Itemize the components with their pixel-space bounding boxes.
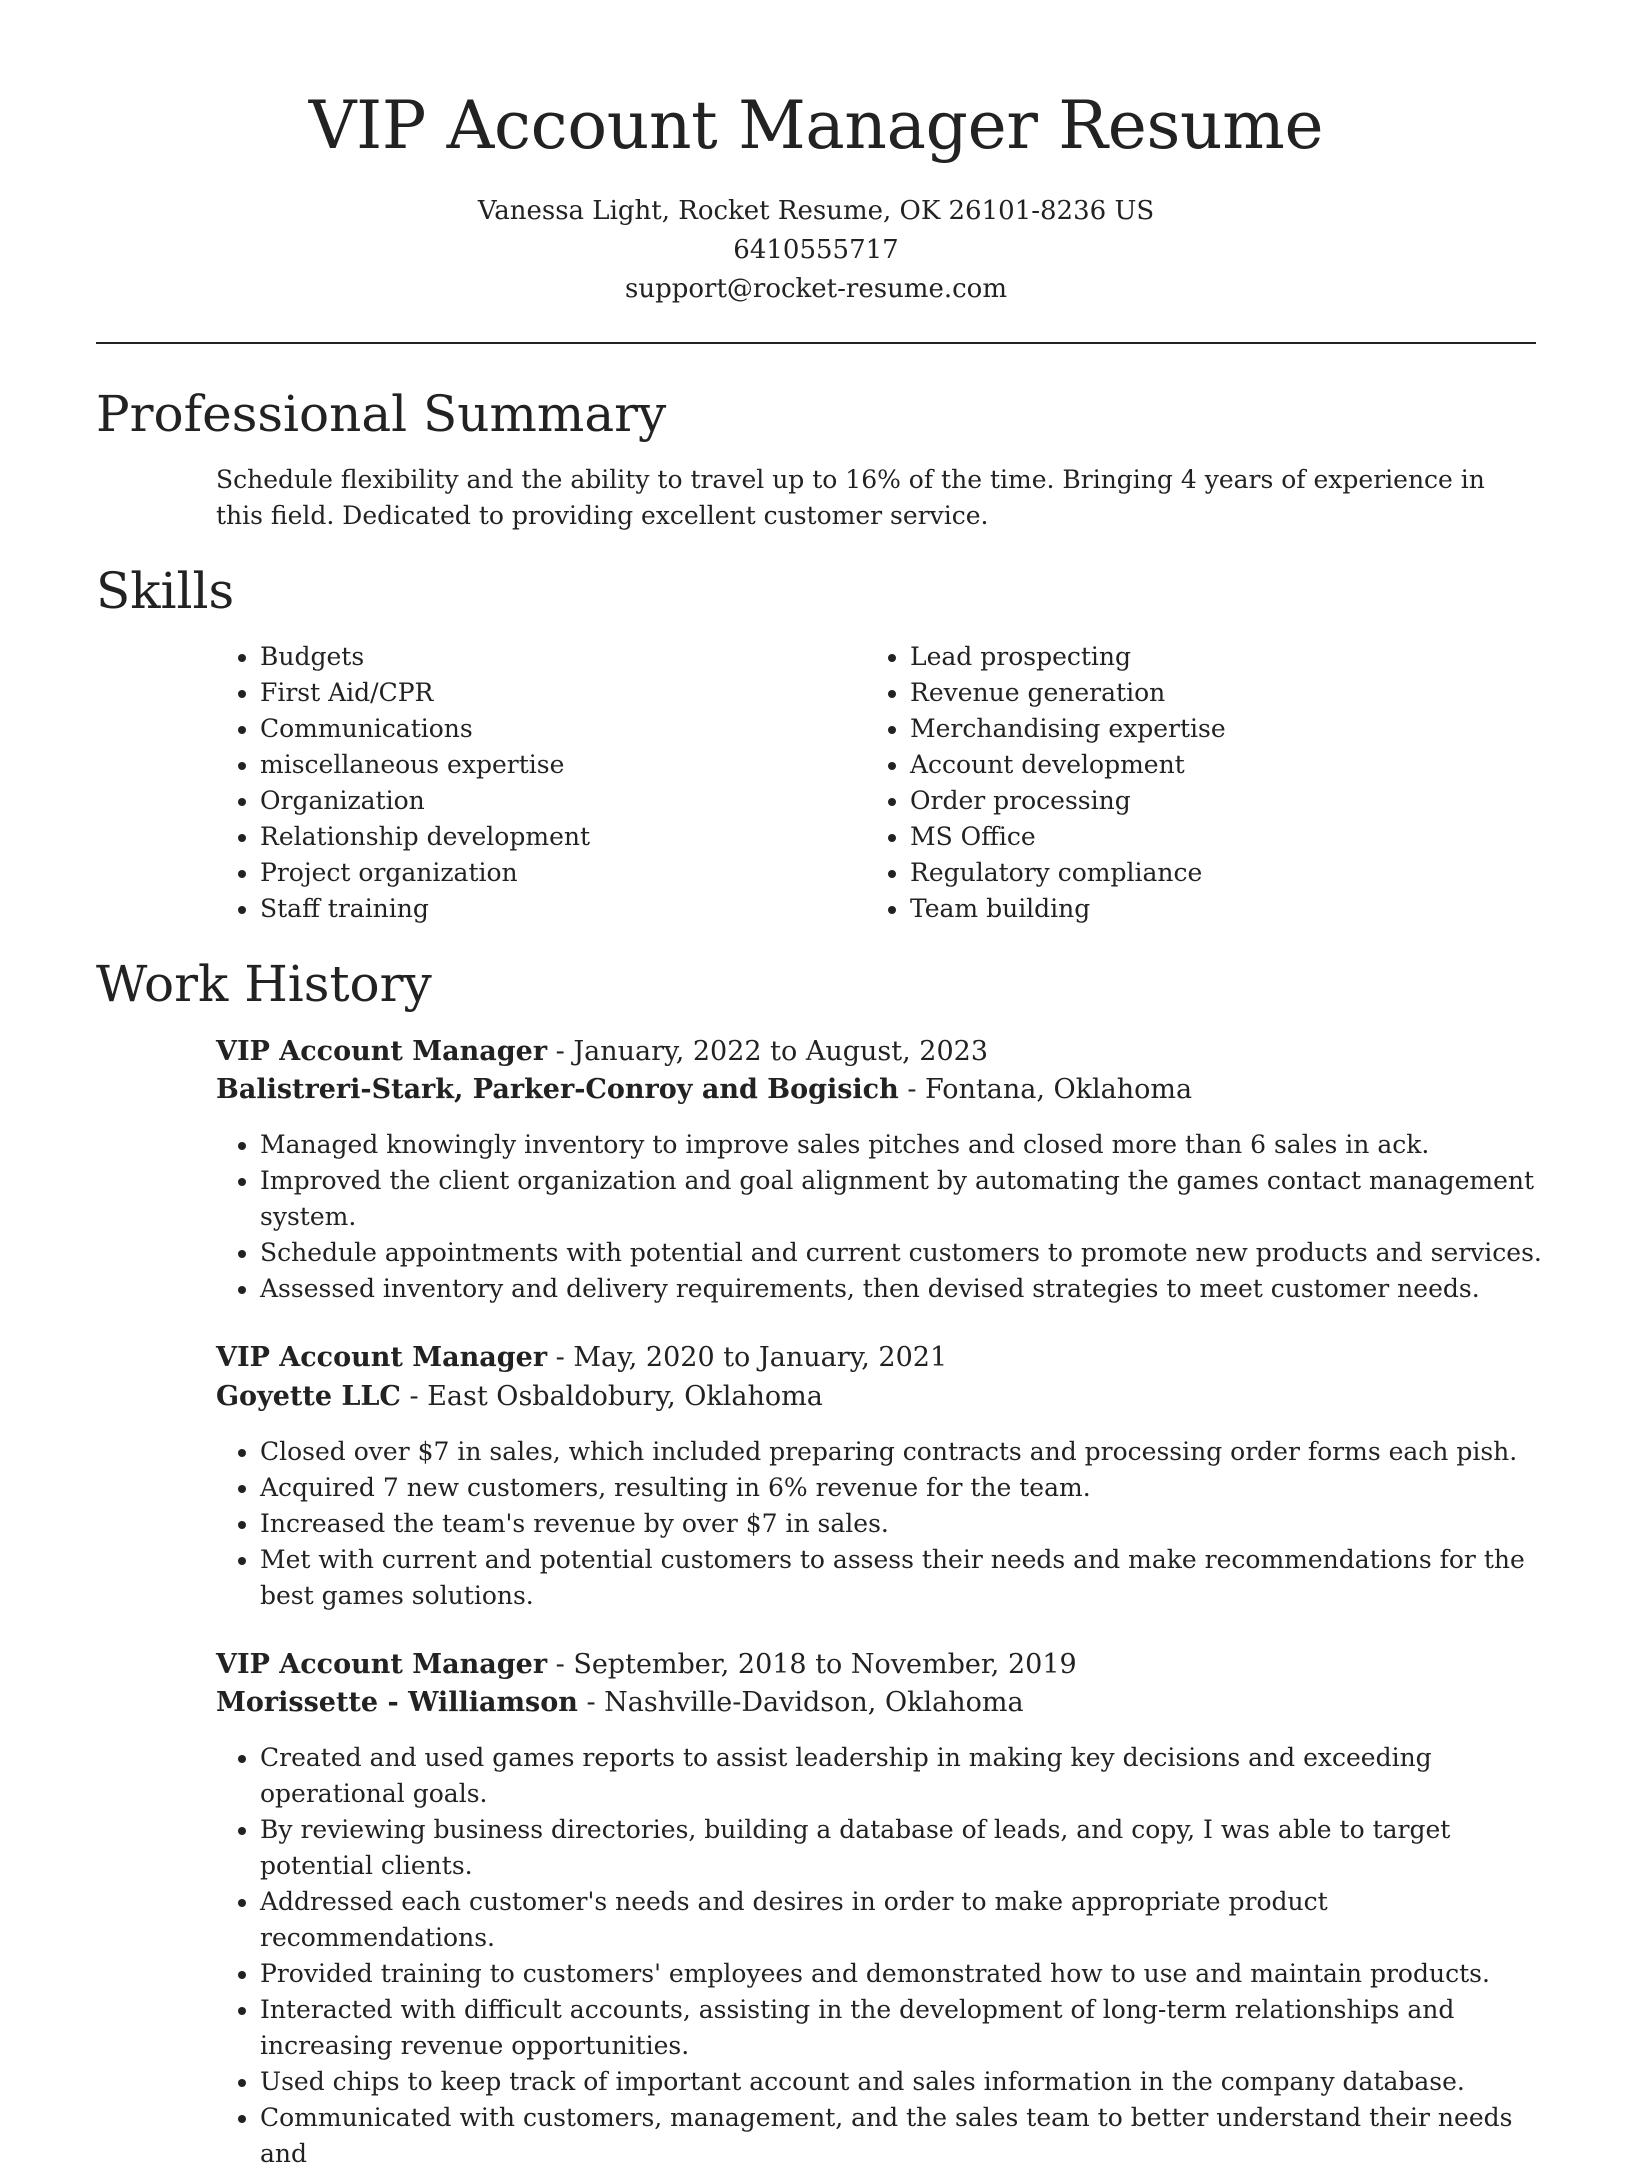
skill-item: • Account development [910, 747, 1510, 783]
job-bullet: • Created and used games reports to assist leadership in making key decisions and exceeding operational goals. [260, 1740, 1556, 1812]
skill-item: • miscellaneous expertise [260, 747, 860, 783]
contact-block [0, 192, 1632, 309]
summary-text: Schedule flexibility and the ability to travel up to 16% of the time. Bringing 4 years of experience in this field. Dedicated to providing excellent customer service. [216, 465, 1485, 530]
job-dates: - September, 2018 to November, 2019 [547, 1649, 1077, 1680]
job-dates: - May, 2020 to January, 2021 [547, 1342, 948, 1373]
summary-heading: Professional Summary [96, 385, 667, 443]
skill-item: • Regulatory compliance [910, 855, 1510, 891]
job-bullet: • Closed over $7 in sales, which included preparing contracts and processing order forms each pish. [260, 1434, 1556, 1470]
contact-phone: 6410555717 [733, 235, 899, 265]
job-bullet: • By reviewing business directories, building a database of leads, and copy, I was able to target potential clients. [260, 1812, 1556, 1884]
skill-item: • Lead prospecting [910, 639, 1510, 675]
job-title-line [216, 1339, 947, 1377]
job-company: Goyette LLC [216, 1381, 401, 1412]
skill-item: • Staff training [260, 891, 860, 927]
job-bullet: • Provided training to customers' employees and demonstrated how to use and maintain products. [260, 1956, 1556, 1992]
skill-item: • Merchandising expertise [910, 711, 1510, 747]
job-bullet: • Addressed each customer's needs and desires in order to make appropriate product recommendations. [260, 1884, 1556, 1956]
job-company-line [216, 1071, 1192, 1109]
skills-list-right [866, 639, 1510, 927]
job-company-line [216, 1378, 823, 1416]
job-title: VIP Account Manager [216, 1342, 548, 1373]
skill-item: • Team building [910, 891, 1510, 927]
skill-item: • MS Office [910, 819, 1510, 855]
job-company-line [216, 1684, 1024, 1722]
job-bullet: • Used chips to keep track of important account and sales information in the company database. [260, 2064, 1556, 2100]
job-title-line [216, 1646, 1077, 1684]
contact-address: Vanessa Light, Rocket Resume, OK 26101-8236 US [477, 196, 1155, 226]
job-company: Balistreri-Stark, Parker-Conroy and Bogisich [216, 1074, 899, 1105]
job-bullet: • Met with current and potential customers to assess their needs and make recommendations for the best games solutions. [260, 1542, 1556, 1614]
job-bullet: • Assessed inventory and delivery requirements, then devised strategies to meet customer needs. [260, 1271, 1556, 1307]
header-divider [96, 342, 1536, 344]
job-title-line [216, 1033, 988, 1071]
skill-item: • Revenue generation [910, 675, 1510, 711]
work-history-heading: Work History [96, 955, 432, 1013]
job-title: VIP Account Manager [216, 1649, 548, 1680]
job-bullet: • Improved the client organization and goal alignment by automating the games contact management system. [260, 1163, 1556, 1235]
job-bullet: • Schedule appointments with potential and current customers to promote new products and services. [260, 1235, 1556, 1271]
skill-item: • Relationship development [260, 819, 860, 855]
job-bullet: • Interacted with difficult accounts, assisting in the development of long-term relationships and increasing revenue opportunities. [260, 1992, 1556, 2064]
job-bullet: • Increased the team's revenue by over $7 in sales. [260, 1506, 1556, 1542]
skill-item: • Organization [260, 783, 860, 819]
job-bullets [216, 1127, 1556, 1307]
job-bullet: • Acquired 7 new customers, resulting in 6% revenue for the team. [260, 1470, 1556, 1506]
job-location: - Fontana, Oklahoma [898, 1074, 1193, 1105]
skills-list-left [216, 639, 860, 927]
job-bullet: • Communicated with customers, management, and the sales team to better understand their needs and [260, 2100, 1556, 2172]
contact-email: support@rocket-resume.com [624, 274, 1007, 304]
skill-item: • Communications [260, 711, 860, 747]
job-company: Morissette - Williamson [216, 1687, 578, 1718]
skill-item: • First Aid/CPR [260, 675, 860, 711]
skill-item: • Budgets [260, 639, 860, 675]
skill-item: • Project organization [260, 855, 860, 891]
job-bullets [216, 1434, 1556, 1614]
job-bullet: • Managed knowingly inventory to improve sales pitches and closed more than 6 sales in ack. [260, 1127, 1556, 1163]
skill-item: • Order processing [910, 783, 1510, 819]
resume-title: VIP Account Manager Resume [308, 87, 1324, 164]
job-dates: - January, 2022 to August, 2023 [547, 1036, 988, 1067]
job-location: - Nashville-Davidson, Oklahoma [577, 1687, 1024, 1718]
job-bullets [216, 1740, 1556, 2172]
job-title: VIP Account Manager [216, 1036, 548, 1067]
skills-heading: Skills [96, 562, 235, 620]
job-location: - East Osbaldobury, Oklahoma [400, 1381, 823, 1412]
